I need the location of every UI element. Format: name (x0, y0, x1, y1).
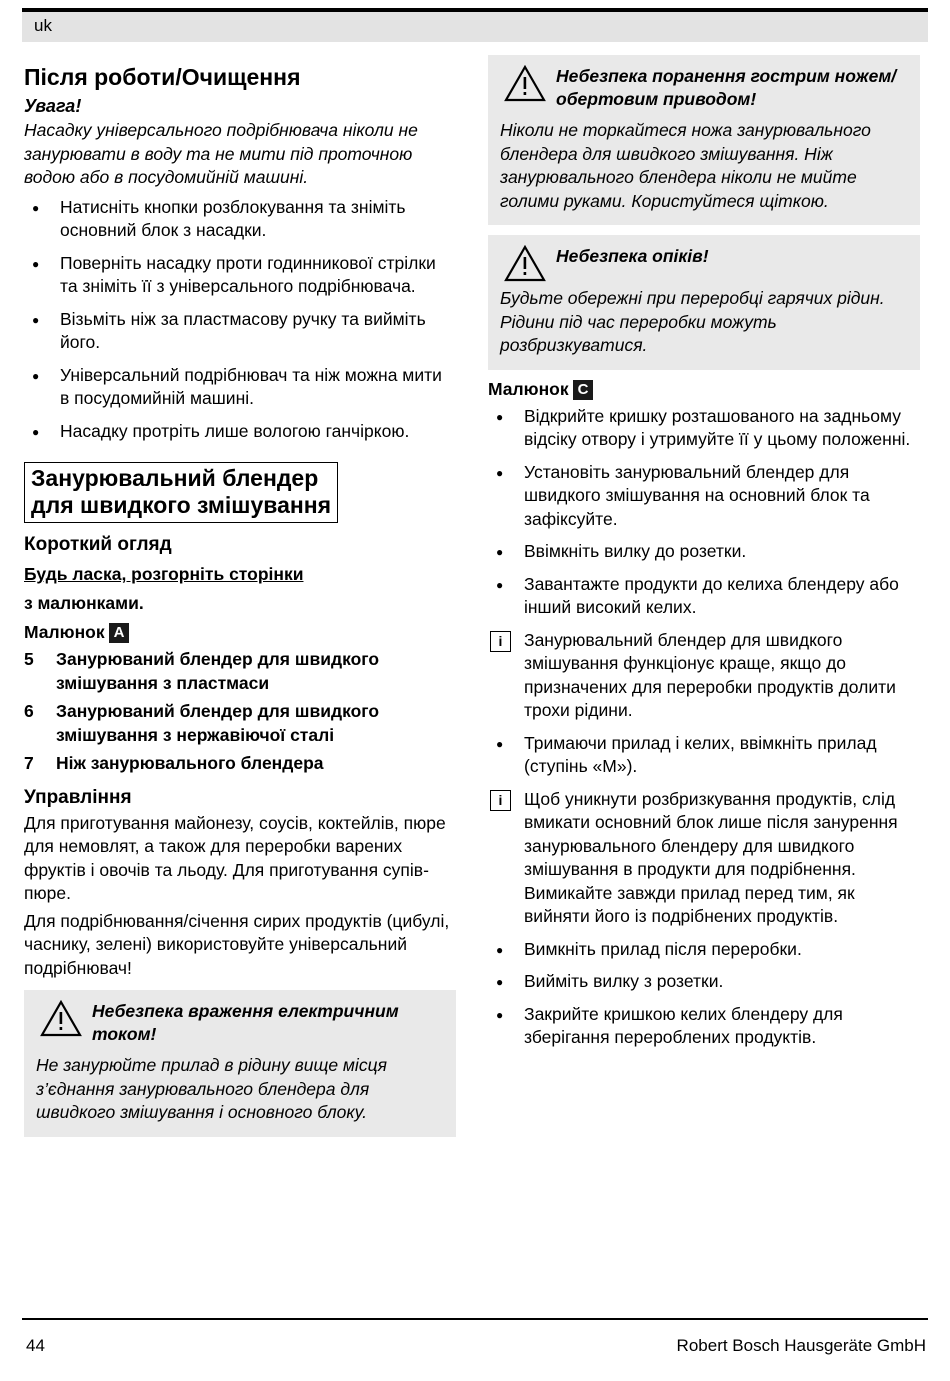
list-item: ● Закрийте кришкою келих блендеру для зберігання перероблених продуктів. (488, 1003, 920, 1050)
list-item: ● Насадку протріть лише вологою ганчіркою. (24, 420, 456, 444)
info-icon: i (490, 790, 511, 811)
warning-box-electric-shock (24, 990, 456, 1137)
warning-box-burns (488, 235, 920, 370)
list-item-number: 6 (24, 701, 34, 721)
list-item (24, 752, 456, 776)
footer-company: Robert Bosch Hausgeräte GmbH (676, 1336, 926, 1355)
list-item: ● Візьміть ніж за пластмасову ручку та вийміть його. (24, 308, 456, 355)
section-title-cleaning: Після роботи/Очищення (24, 64, 301, 90)
warning-title-text: Небезпека опіків! (556, 246, 709, 266)
warning-title-electric (36, 1000, 444, 1046)
warning-triangle-icon (40, 1000, 82, 1037)
boxed-title-line-2: для швидкого змішування (31, 492, 332, 518)
list-item-label: Занурюваний блендер для швидкого змішування з нержавіючої сталі (56, 701, 380, 745)
list-item (24, 700, 456, 747)
figure-label-text: Малюнок (488, 378, 569, 399)
cleaning-bullet-list (24, 196, 456, 444)
bottom-rule (22, 1318, 928, 1320)
warning-title-text: Небезпека поранення гострим ножем/обертовим приводом! (556, 66, 897, 109)
warning-text-electric: Не занурюйте прилад в рідину вище місця з’єднання занурювального блендера для швидкого змішування і основного блоку. (36, 1055, 387, 1122)
control-paragraph-2: Для подрібнювання/січення сирих продуктів (цибулі, часнику, зелені) використовуйте універсальний подрібнювач! (24, 910, 450, 978)
list-item: ● Універсальний подрібнювач та ніж можна мити в посудомийній машині. (24, 364, 456, 411)
list-item: ● Ввімкніть вилку до розетки. (488, 540, 920, 564)
control-paragraph-1: Для приготування майонезу, соусів, коктейлів, пюре для немовлят, а також для переробки варених фруктів і овочів та льоду. Для приготування супів-пюре. (24, 812, 446, 903)
list-item-number: 5 (24, 649, 34, 669)
overview-heading: Короткий огляд (24, 534, 172, 555)
warning-title-burns (500, 245, 908, 279)
attention-heading: Увага! (24, 96, 82, 116)
list-item: ● Вийміть вилку з розетки. (488, 970, 920, 994)
header-language-label: uk (34, 16, 52, 35)
left-column (24, 55, 456, 1145)
figure-label-text: Малюнок (24, 622, 105, 642)
overview-note-line-2: з малюнками. (24, 593, 144, 613)
boxed-title-line-1: Занурювальний блендер (31, 465, 319, 491)
parts-number-list (24, 648, 456, 776)
list-item-number: 7 (24, 753, 34, 773)
list-item (24, 648, 456, 695)
operating-steps-list (488, 405, 920, 1050)
info-note-item (488, 788, 920, 929)
warning-text-burns: Будьте обережні при переробці гарячих рідин. Рідини під час переробки можуть розбризкуватися. (500, 288, 885, 355)
list-item: ● Поверніть насадку проти годинникової стрілки та зніміть її з універсального подрібнювача. (24, 252, 456, 299)
warning-title-text: Небезпека враження електричним током! (92, 1001, 399, 1044)
list-item-label: Ніж занурювального блендера (56, 753, 324, 773)
control-heading: Управління (24, 786, 132, 808)
list-item: ● Тримаючи прилад і келих, ввімкніть прилад (ступінь «М»). (488, 732, 920, 779)
list-item: ● Натисніть кнопки розблокування та зніміть основний блок з насадки. (24, 196, 456, 243)
info-note-item (488, 629, 920, 723)
boxed-section-title (24, 462, 338, 523)
list-item-label: Занурюваний блендер для швидкого змішування з пластмаси (56, 649, 380, 693)
warning-triangle-icon (504, 245, 546, 282)
warning-box-sharp-blade (488, 55, 920, 225)
info-icon: i (490, 631, 511, 652)
list-item: ● Відкрийте кришку розташованого на задньому відсіку отвору і утримуйте її у цьому положенні. (488, 405, 920, 452)
figure-reference-a (24, 621, 456, 644)
overview-note-line-1: Будь ласка, розгорніть сторінки (24, 564, 304, 584)
warning-title-blade (500, 65, 908, 111)
warning-triangle-icon (504, 65, 546, 102)
header-band (22, 10, 928, 42)
figure-reference-c (488, 378, 920, 401)
info-note-text: Щоб уникнути розбризкування продуктів, слід вмикати основний блок лише після занурення занурювального блендеру для швидкого змішування в продукти для подрібнення. Вимикайте завжди прилад перед тим, як вийняти його із подрібнених продуктів. (524, 788, 898, 926)
info-note-text: Занурювальний блендер для швидкого змішування функціонує краще, якщо до призначених для переробки продуктів долити трохи рідини. (524, 629, 896, 720)
attention-text: Насадку універсального подрібнювача ніколи не занурювати в воду та не мити під проточною водою або в посудомийній машині. (24, 120, 418, 187)
right-column (488, 55, 920, 1059)
page-number: 44 (26, 1336, 45, 1355)
figure-badge-a: A (109, 623, 130, 643)
list-item: ● Завантажте продукти до келиха блендеру або інший високий келих. (488, 573, 920, 620)
list-item: ● Вимкніть прилад після переробки. (488, 938, 920, 962)
figure-badge-c: C (573, 380, 594, 400)
list-item: ● Установіть занурювальний блендер для швидкого змішування на основний блок та зафіксуйте. (488, 461, 920, 532)
warning-text-blade: Ніколи не торкайтеся ножа занурювального блендера для швидкого змішування. Ніж занурювального блендера ніколи не мийте голими руками. Користуйтеся щіткою. (500, 120, 871, 211)
